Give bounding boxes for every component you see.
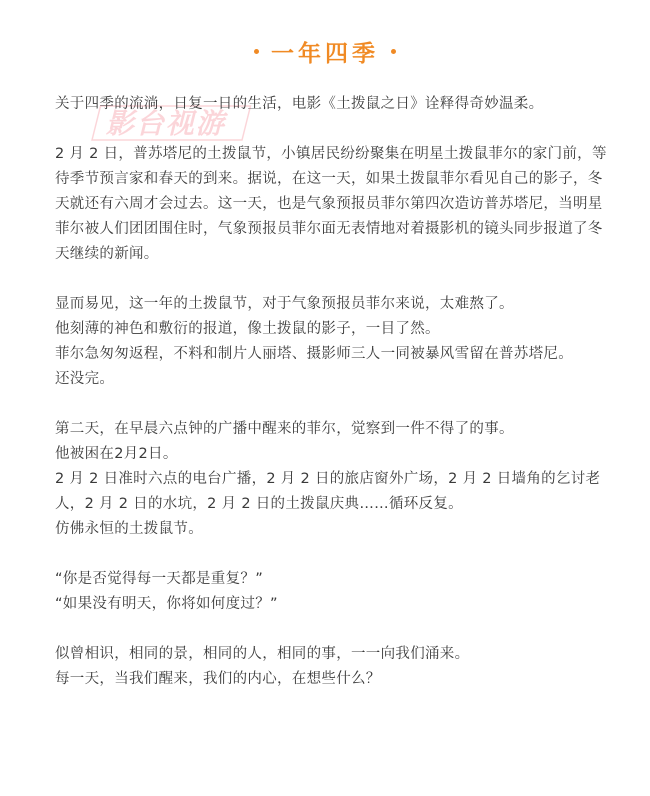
quote-line: “如果没有明天，你将如何度过？” [55,596,278,612]
title-row [0,34,650,68]
page-title: 一年四季 [271,40,379,67]
quote-line: “你是否觉得每一天都是重复？” [55,571,264,587]
text-line: 2 月 2 日准时六点的电台广播，2 月 2 日的旅店窗外广场，2 月 2 日墙角的乞讨老人，2 月 2 日的水坑，2 月 2 日的土拨鼠庆典……循环反复。 [55,471,601,512]
text-line: 他刻薄的神色和敷衍的报道，像土拨鼠的影子，一目了然。 [55,321,440,337]
paragraph-phil-return [55,292,615,392]
text-line: 第二天，在早晨六点钟的广播中醒来的菲尔，觉察到一件不得了的事。 [55,421,514,437]
text-line: 他被困在2月2日。 [55,446,178,462]
text-line: 还没完。 [55,371,115,387]
text-line: 每一天，当我们醒来，我们的内心，在想些什么？ [55,671,381,687]
article-body [55,92,615,717]
paragraph-closing [55,642,615,692]
title-dot-left [254,49,259,54]
text-line: 关于四季的流淌，日复一日的生活，电影《土拨鼠之日》诠释得奇妙温柔。 [55,96,544,112]
text-line: 似曾相识，相同的景，相同的人，相同的事，一一向我们涌来。 [55,646,470,662]
text-line: 显而易见，这一年的土拨鼠节，对于气象预报员菲尔来说，太难熬了。 [55,296,514,312]
paragraph-intro [55,92,615,117]
text-line: 仿佛永恒的土拨鼠节。 [55,521,203,537]
title-dot-right [391,49,396,54]
text-line: 2 月 2 日，普苏塔尼的土拨鼠节，小镇居民纷纷聚集在明星土拨鼠菲尔的家门前，等待季节预言家和春天的到来。据说，在这一天，如果土拨鼠菲尔看见自己的影子，冬天就还有六周才会过去。这一天，也是气象预报员菲尔第四次造访普苏塔尼，当明星菲尔被人们团团围住时，气象预报员菲尔面无表情地对着摄影机的镜头同步报道了冬天继续的新闻。 [55,146,607,262]
paragraph-questions [55,567,615,617]
text-line: 菲尔急匆匆返程，不料和制片人丽塔、摄影师三人一同被暴风雪留在普苏塔尼。 [55,346,573,362]
watermark-text: 影台视游 [104,107,233,140]
paragraph-groundhog-day [55,142,615,267]
paragraph-time-loop [55,417,615,542]
